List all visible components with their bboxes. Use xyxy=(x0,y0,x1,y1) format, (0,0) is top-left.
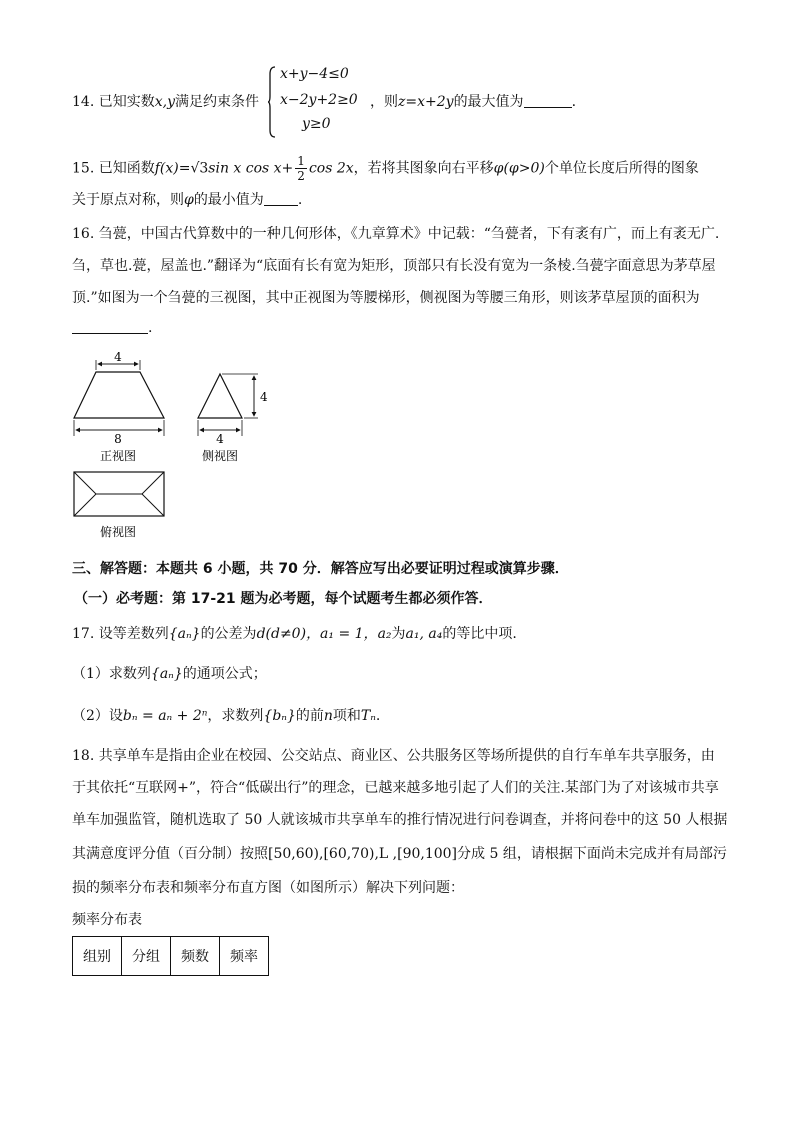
q17-text-3: 为 xyxy=(391,626,406,642)
q17-p2-period: . xyxy=(375,708,381,724)
top-view-label: 俯视图 xyxy=(99,525,137,539)
dim-height-4: 4 xyxy=(260,390,268,404)
q15-period: . xyxy=(297,192,303,208)
q16-line-2: 刍，草也.甍，屋盖也.”翻译为“底面有长有宽为矩形，顶部只有长没有宽为一条棱.刍甍字面意思为茅草屋 xyxy=(72,258,716,274)
q15-phi-2: φ xyxy=(184,192,194,208)
q17-d: d(d≠0) xyxy=(256,626,307,642)
q15-fx: f(x)= xyxy=(154,160,191,177)
q17-p1-text: （1）求数列 xyxy=(72,666,151,682)
brace-icon xyxy=(268,66,276,138)
q15-text-5: 的最小值为 xyxy=(193,192,264,208)
q14-period: . xyxy=(571,94,577,110)
q18-line-3: 单车加强监管，随机选取了 50 人就该城市共享单车的推行情况进行问卷调查，并将问卷中的这 50 人根据 xyxy=(72,812,728,828)
q18-line-1: 18. 共享单车是指由企业在校园、公交站点、商业区、公共服务区等场所提供的自行车单车共享服务，由 xyxy=(72,748,715,764)
table-header-cell: 频率 xyxy=(220,937,269,976)
dim-base-4: 4 xyxy=(216,432,224,446)
q17-text: 17. 设等差数列 xyxy=(72,626,169,642)
freq-table-title: 频率分布表 xyxy=(72,912,142,928)
table-header-cell: 组别 xyxy=(73,937,122,976)
answer-blank[interactable] xyxy=(264,191,298,206)
side-view-label: 侧视图 xyxy=(201,449,239,463)
q17-a1: ，a₁ = 1， xyxy=(306,626,378,642)
q17-seq: {aₙ} xyxy=(168,626,201,642)
front-view-label: 正视图 xyxy=(99,449,137,463)
q17-a2: a₂ xyxy=(377,626,392,642)
q15-cos-term: cos 2x xyxy=(308,160,354,177)
top-view xyxy=(74,472,164,539)
frac-den: 2 xyxy=(297,169,305,183)
table-header-cell: 频数 xyxy=(171,937,220,976)
q17-part-1 xyxy=(72,664,267,684)
q17-p2-text-2: ，求数列 xyxy=(207,708,264,724)
frac-num: 1 xyxy=(297,154,305,168)
q16-line-4 xyxy=(72,318,152,338)
q15-sqrt3: √3 xyxy=(190,160,209,177)
front-view xyxy=(74,350,164,463)
q15-fraction xyxy=(295,154,307,183)
side-view xyxy=(198,374,268,463)
q18-line-2: 于其依托“互联网+”，符合“低碳出行”的理念，已越来越多地引起了人们的关注.某部门为了对该城市共享 xyxy=(72,780,719,796)
q14-objective: z=x+2y xyxy=(398,94,454,110)
q16-line-1: 16. 刍甍，中国古代算数中的一种几何形体，《九章算术》中记载：“刍甍者，下有袤有广，而上有袤无广. xyxy=(72,226,720,242)
q17-a1-a4: a₁, a₄ xyxy=(405,626,443,642)
q14-line-tail xyxy=(370,92,576,112)
q18-text: 其满意度评分值（百分制）按照 xyxy=(72,846,268,862)
q14-constraint-system xyxy=(268,66,378,138)
q15-line-1 xyxy=(72,154,699,183)
q14-text-4: 的最大值为 xyxy=(453,94,524,110)
q15-sin-term: sin x cos x+ xyxy=(208,160,294,177)
section-3-subtitle: （一）必考题：第 17-21 题为必考题，每个试题考生都必须作答． xyxy=(74,591,493,607)
table-header-row xyxy=(73,937,269,976)
q14-line xyxy=(72,92,259,112)
q18-line-5: 损的频率分布表和频率分布直方图（如图所示）解决下列问题： xyxy=(72,880,464,896)
q17-p2-n: n xyxy=(323,708,333,724)
q18-text-2: 分成 5 组，请根据下面尚未完成并有局部污 xyxy=(457,846,727,862)
constraint-3: y≥0 xyxy=(302,116,331,132)
q16-line-3: 顶.”如图为一个刍甍的三视图，其中正视图为等腰梯形，侧视图为等腰三角形，则该茅草屋顶的面积为 xyxy=(72,290,700,306)
q17-p2-seq: {bₙ} xyxy=(263,708,296,724)
q17-p2-text-3: 的前 xyxy=(295,708,324,724)
dim-bottom-8: 8 xyxy=(114,432,122,446)
answer-blank[interactable] xyxy=(524,93,572,108)
frequency-table xyxy=(72,936,269,976)
q18-line-4 xyxy=(72,844,727,864)
answer-blank[interactable] xyxy=(72,319,148,334)
section-3-title: 三、解答题：本题共 6 小题，共 70 分．解答应写出必要证明过程或演算步骤． xyxy=(72,561,569,577)
three-view-figure xyxy=(66,346,286,546)
q14-text-3: ，则 xyxy=(370,94,398,110)
q17-p2-b: bₙ = aₙ + 2ⁿ xyxy=(122,708,208,724)
q17-p2-text: （2）设 xyxy=(72,708,123,724)
q17-p1-text-2: 的通项公式； xyxy=(182,666,267,682)
q15-text-3: 个单位长度后所得的图象 xyxy=(544,160,699,177)
q15-phi: φ(φ>0) xyxy=(493,160,545,177)
q16-period: . xyxy=(148,320,153,336)
q17-p2-T: Tₙ xyxy=(360,708,376,724)
constraint-1: x+y−4≤0 xyxy=(280,66,349,82)
q17-part-2 xyxy=(72,706,380,726)
q15-text: 15. 已知函数 xyxy=(72,160,155,177)
q17-line-1 xyxy=(72,624,517,644)
q15-text-2: ，若将其图象向右平移 xyxy=(353,160,494,177)
constraint-2: x−2y+2≥0 xyxy=(280,92,358,108)
q15-text-4: 关于原点对称，则 xyxy=(72,192,184,208)
q14-text: 14. 已知实数 xyxy=(72,94,155,110)
q14-text-2: 满足约束条件 xyxy=(174,94,259,110)
q15-line-2 xyxy=(72,190,302,210)
q18-intervals: [50,60),[60,70),L ,[90,100] xyxy=(268,846,458,862)
q17-p2-text-4: 项和 xyxy=(332,708,361,724)
table-header-cell: 分组 xyxy=(122,937,171,976)
q17-text-4: 的等比中项. xyxy=(442,626,517,642)
q14-vars: x,y xyxy=(154,94,175,110)
q17-p1-seq: {aₙ} xyxy=(150,666,183,682)
dim-top-4: 4 xyxy=(114,350,122,364)
q17-text-2: 的公差为 xyxy=(200,626,257,642)
